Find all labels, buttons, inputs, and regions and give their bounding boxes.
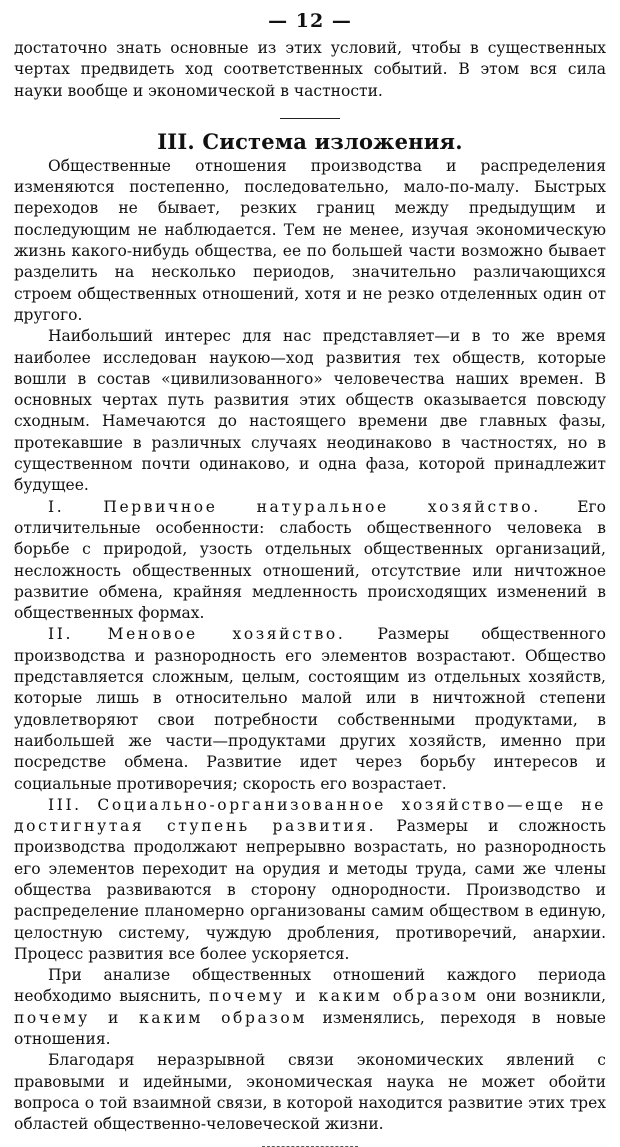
paragraph-interconnection: Благодаря неразрывной связи экономических явлений с правовыми и идейными, экономическая наука не может обойти вопроса о той взаимной связи, в которой находится развитие этих трех областей общественно-человеческой жизни. bbox=[14, 1051, 606, 1134]
stage-natural-economy-label: I. Первичное натуральное хозяйство. bbox=[48, 497, 541, 516]
section-divider bbox=[280, 118, 340, 119]
analysis-emphasis-1: почему и каким образом bbox=[209, 987, 479, 1006]
analysis-emphasis-2: почему и каким образом bbox=[14, 1008, 307, 1027]
bottom-divider bbox=[262, 1146, 358, 1147]
page-number: — 12 — bbox=[268, 10, 352, 32]
intro-paragraph: достаточно знать основные из этих условий, чтобы в существенных чертах предвидеть ход соответственных событий. В этом вся сила науки вообще и экономической в частности. bbox=[14, 39, 606, 100]
stage-natural-economy-text: Его отличительные особенности: слабость общественного человека в борьбе с природой, узость отдельных общественных организаций, несложность общественных отношений, отсутствие или ничтожное развитие обмена, крайняя медленность происходящих изменений в общественных формах. bbox=[14, 497, 606, 623]
section-title: III. Система изложения. bbox=[157, 128, 463, 154]
stage-organized-economy-text: Размеры и сложность производства продолжают непрерывно возрастать, но разнородность его элементов переходит на орудия и методы труда, сами же члены общества развиваются в сторону однородности. Производство и распределение планомерно организованы самим обществом в единую, целостную систему, чуждую дробления, противоречий, анархии. Процесс развития все более ускоряется. bbox=[14, 817, 606, 963]
stage-organized-economy bbox=[14, 795, 606, 965]
stage-exchange-economy bbox=[14, 624, 606, 794]
stage-natural-economy bbox=[14, 497, 606, 625]
analysis-part-3: изменялись, переходя в новые отношения. bbox=[14, 1008, 606, 1049]
analysis-part-2: они возникли, bbox=[478, 987, 606, 1006]
analysis-part-1: При анализе общественных отношений каждого периода необходимо выяснить, bbox=[14, 966, 606, 1006]
paragraph-civilized-societies: Наибольший интерес для нас представляет—и в то же время наиболее исследован наукою—ход развития тех обществ, которые вошли в состав «цивилизованного» человечества наших времен. В основных чертах путь развития этих обществ оказывается повсюду сходным. Намечаются до настоящего времени две главных фазы, протекавшие в различных случаях неодинаково в частностях, но в существенном почти одинаково, и одна фаза, которой принадлежит будущее. bbox=[14, 327, 606, 495]
stage-exchange-economy-text: Размеры общественного производства и разнородность его элементов возрастают. Общество представляется сложным, целым, состоящим из отдельных хозяйств, которые лишь в относительно малой или в ничтожной степени удовлетворяют свои потребности собственными продуктами, в наибольшей же части—продуктами других хозяйств, именно при посредстве обмена. Развитие идет через борьбу интересов и социальные противоречия; скорость его возрастает. bbox=[14, 625, 606, 793]
paragraph-analysis bbox=[14, 965, 606, 1050]
paragraph-gradual-change: Общественные отношения производства и распределения изменяются постепенно, последовательно, мало-по-малу. Быстрых переходов не бывает, резких границ между предыдущим и последующим не наблюдается. Тем не менее, изучая экономическую жизнь какого-нибудь общества, ее по большей части возможно бывает разделить на несколько периодов, значительно различающихся строем общественных отношений, хотя и не резко отделенных один от другого. bbox=[14, 156, 606, 324]
stage-organized-economy-label: III. Социально-организованное хозяйство—еще не достигнутая ступень развития. bbox=[14, 795, 606, 836]
stage-exchange-economy-label: II. Меновое хозяйство. bbox=[48, 625, 346, 644]
